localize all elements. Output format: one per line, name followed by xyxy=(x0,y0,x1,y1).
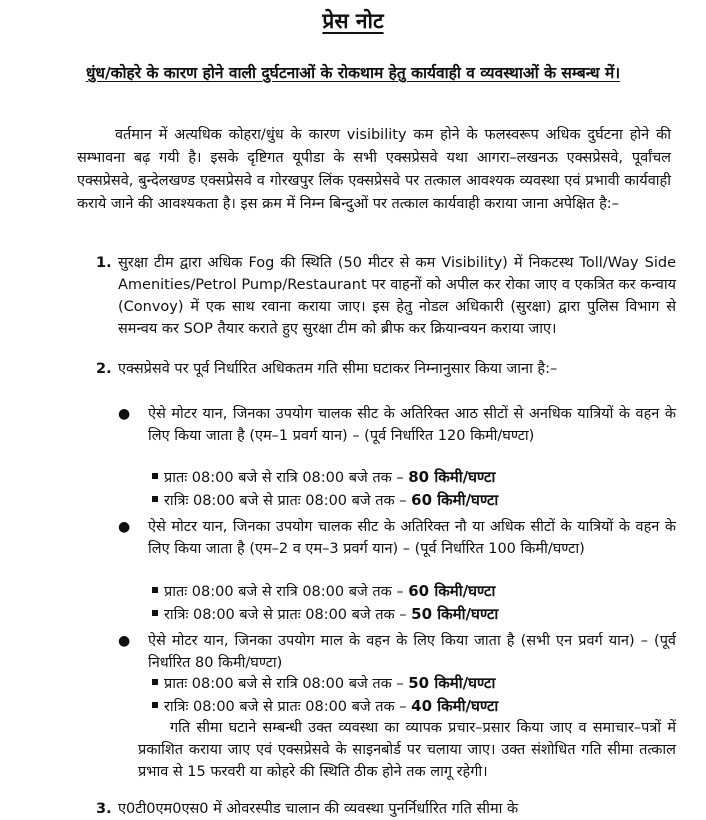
square-bullet-icon xyxy=(152,679,158,685)
square-bullet-icon xyxy=(152,473,158,479)
speed-limit-day xyxy=(152,580,672,603)
vehicle-category-m2-m3 xyxy=(118,516,676,560)
vehicle-category-m1 xyxy=(118,403,676,447)
item-text: सुरक्षा टीम द्वारा अधिक Fog की स्थिति (50 मीटर से कम Visibility) में निकटस्थ Toll/Way Side Amenities/Petrol Pump/Restaurant पर वाहनों को अपील कर रोका जाए व एकत्रित कर कन्वाय (Convoy) में एक साथ रवाना कराया जाए। इस हेतु नोडल अधिकारी (सुरक्षा) द्वारा पुलिस विभाग से समन्वय कर SOP तैयार कराते हुए सुरक्षा टीम को ब्रीफ कर क्रियान्वयन कराया जाए। xyxy=(118,255,676,337)
speed-limit-night xyxy=(152,603,672,626)
speed-limit-day xyxy=(152,672,672,695)
speed-limit-publicity-paragraph: गति सीमा घटाने सम्बन्धी उक्त व्यवस्था का व्यापक प्रचार–प्रसार किया जाए व समाचार–पत्रों में प्रकाशित कराया जाए एवं एक्सप्रेसवे के साइनबोर्ड पर चलाया जाए। उक्त संशोधित गति सीमा तत्काल प्रभाव से 15 फरवरी या कोहरे की स्थिति ठीक होने तक लागू रहेगी। xyxy=(138,720,676,780)
vehicle-category-text: ऐसे मोटर यान, जिनका उपयोग चालक सीट के अतिरिक्त आठ सीटों से अनधिक यात्रियों के वहन के लिए किया जाता है (एम–1 प्रवर्ग यान) – (पूर्व निर्धारित 120 किमी/घण्टा) xyxy=(148,406,676,444)
item-number: 1. xyxy=(96,255,112,271)
numbered-item-1 xyxy=(96,252,676,340)
speed-limit-value: 40 किमी/घण्टा xyxy=(411,697,499,715)
speed-limit-night xyxy=(152,489,672,512)
vehicle-category-n xyxy=(118,630,676,674)
vehicle-category-text: ऐसे मोटर यान, जिनका उपयोग माल के वहन के लिए किया जाता है (सभी एन प्रवर्ग यान) – (पूर्व निर्धारित 80 किमी/घण्टा) xyxy=(148,633,676,671)
bullet-icon: ● xyxy=(118,406,131,422)
speed-limit-value: 60 किमी/घण्टा xyxy=(411,491,499,509)
speed-limit-value: 50 किमी/घण्टा xyxy=(411,605,499,623)
speed-limit-time: रात्रिः 08:00 बजे से प्रातः 08:00 बजे तक – xyxy=(164,699,412,715)
speed-limit-value: 50 किमी/घण्टा xyxy=(408,674,496,692)
speed-limit-time: रात्रिः 08:00 बजे से प्रातः 08:00 बजे तक – xyxy=(164,607,412,623)
square-bullet-icon xyxy=(152,496,158,502)
speed-limit-time: प्रातः 08:00 बजे से रात्रि 08:00 बजे तक – xyxy=(164,584,409,600)
document-subject: धुंध/कोहरे के कारण होने वाली दुर्घटनाओं के रोकथाम हेतु कार्यवाही व व्यवस्थाओं के सम्बन्ध में। xyxy=(85,64,621,82)
speed-limit-value: 80 किमी/घण्टा xyxy=(408,468,496,486)
vehicle-category-text: ऐसे मोटर यान, जिनका उपयोग चालक सीट के अतिरिक्त नौ या अधिक सीटों के यात्रियों के वहन के लिए किया जाता है (एम–2 व एम–3 प्रवर्ग यान) – (पूर्व निर्धारित 100 किमी/घण्टा) xyxy=(148,519,676,557)
intro-paragraph: वर्तमान में अत्यधिक कोहरा/धुंध के कारण visibility कम होने के फलस्वरूप अधिक दुर्घटना होने की सम्भावना बढ़ गयी है। इसके दृष्टिगत यूपीडा के सभी एक्सप्रेसवे यथा आगरा–लखनऊ एक्सप्रेसवे, पूर्वांचल एक्सप्रेसवे, बुन्देलखण्ड एक्सप्रेसवे व गोरखपुर लिंक एक्सप्रेसवे पर तत्काल आवश्यक व्यवस्था एवं प्रभावी कार्यवाही कराये जाने की आवश्यकता है। इस क्रम में निम्न बिन्दुओं पर तत्काल कार्यवाही कराया जाना अपेक्षित है:– xyxy=(77,127,671,212)
numbered-item-2 xyxy=(96,358,676,380)
document-title: प्रेस नोट xyxy=(322,9,384,33)
speed-limit-value: 60 किमी/घण्टा xyxy=(408,582,496,600)
numbered-item-3 xyxy=(96,798,676,820)
speed-limit-day xyxy=(152,466,672,489)
item-number: 2. xyxy=(96,361,112,377)
square-bullet-icon xyxy=(152,587,158,593)
item-text: ए0टी0एम0एस0 में ओवरस्पीड चालान की व्यवस्था पुनर्निर्धारित गति सीमा के xyxy=(118,801,519,817)
speed-limit-night xyxy=(152,695,672,718)
item-text: एक्सप्रेसवे पर पूर्व निर्धारित अधिकतम गति सीमा घटाकर निम्नानुसार किया जाना है:– xyxy=(118,361,558,377)
bullet-icon: ● xyxy=(118,633,131,649)
item-number: 3. xyxy=(96,801,112,817)
speed-limit-time: प्रातः 08:00 बजे से रात्रि 08:00 बजे तक – xyxy=(164,676,409,692)
speed-limit-time: प्रातः 08:00 बजे से रात्रि 08:00 बजे तक – xyxy=(164,470,409,486)
speed-limit-time: रात्रिः 08:00 बजे से प्रातः 08:00 बजे तक – xyxy=(164,493,412,509)
bullet-icon: ● xyxy=(118,519,131,535)
square-bullet-icon xyxy=(152,702,158,708)
square-bullet-icon xyxy=(152,610,158,616)
